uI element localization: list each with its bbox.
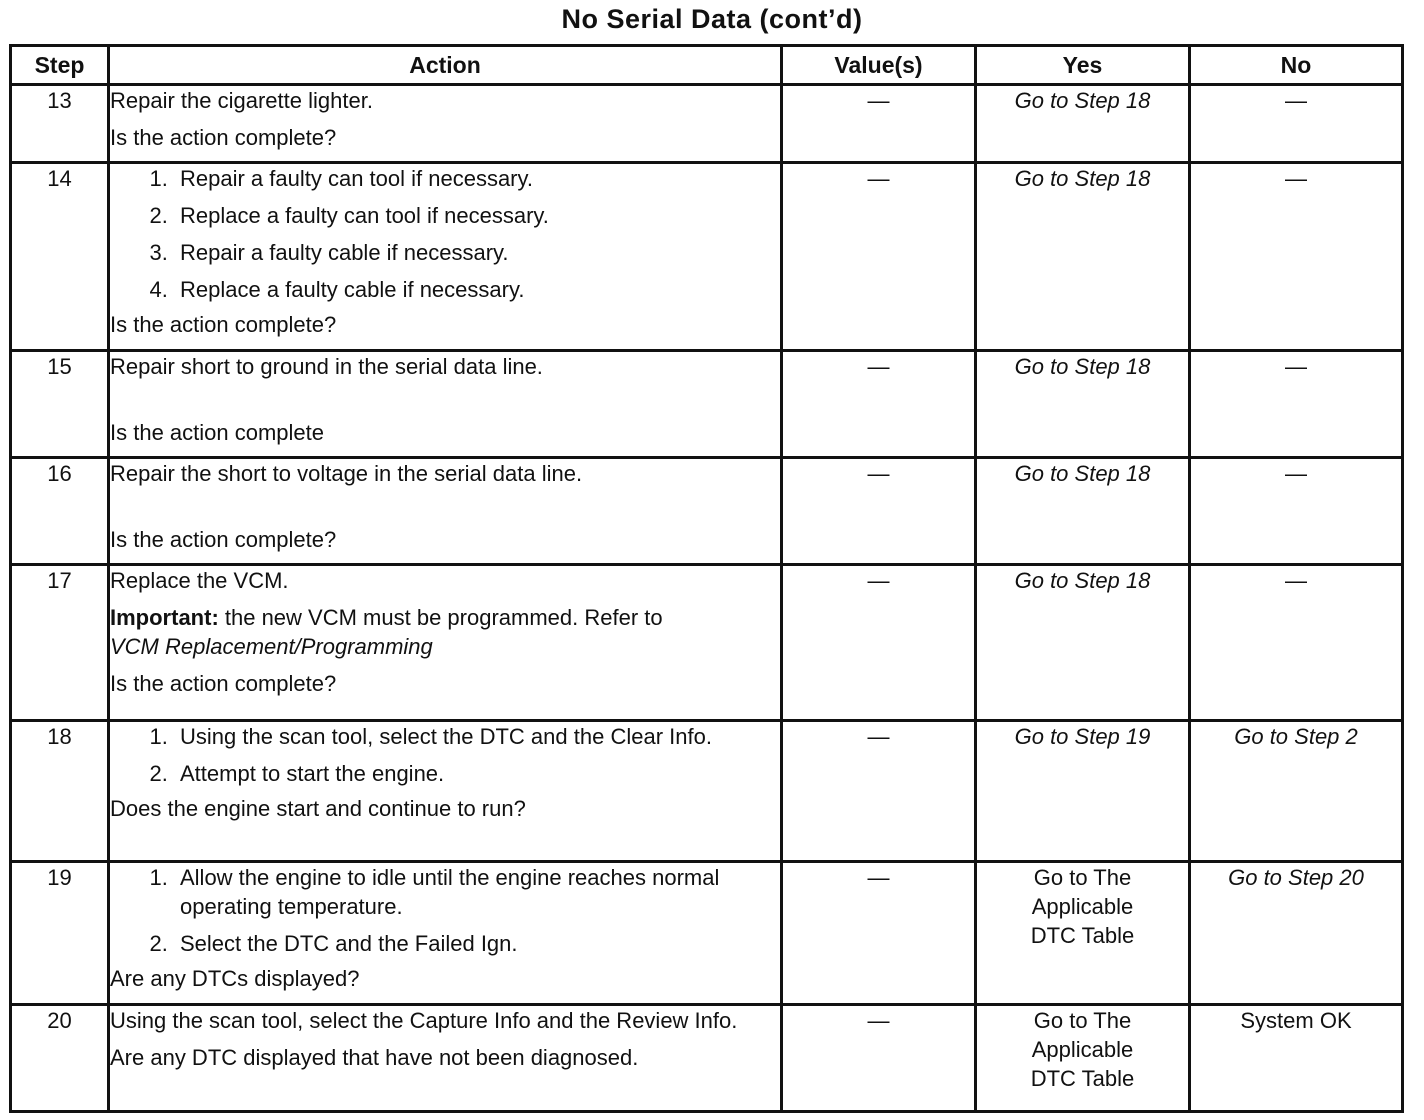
action-cell	[109, 85, 782, 163]
yes-goto: Go to Step 18	[1014, 88, 1151, 113]
yes-cell	[976, 85, 1190, 163]
action-question: Are any DTC displayed that have not been diagnosed.	[110, 1045, 639, 1070]
list-item: 2. Replace a faulty can tool if necessary.	[174, 201, 780, 230]
list-item: 1. Repair a faulty can tool if necessary.	[174, 164, 780, 193]
action-question: Is the action complete?	[110, 125, 337, 150]
yes-line: Go to The	[1033, 1008, 1132, 1033]
table-row	[11, 721, 1403, 862]
yes-line: DTC Table	[1030, 1066, 1135, 1091]
value-cell: —	[782, 85, 976, 163]
list-item: 4. Replace a faulty cable if necessary.	[174, 275, 780, 304]
action-text: Using the scan tool, select the Capture Info and the Review Info.	[110, 1008, 738, 1033]
yes-line: DTC Table	[1030, 923, 1135, 948]
no-cell	[1190, 862, 1403, 1005]
no-cell: —	[1190, 85, 1403, 163]
action-cell	[109, 163, 782, 351]
no-cell	[1190, 721, 1403, 862]
header-action: Action	[109, 46, 782, 85]
yes-goto: Go to Step 18	[1014, 166, 1151, 191]
table-row	[11, 85, 1403, 163]
action-question: Does the engine start and continue to run?	[110, 796, 526, 821]
yes-cell	[976, 163, 1190, 351]
spacer	[110, 496, 780, 525]
list-item: 3. Repair a faulty cable if necessary.	[174, 238, 780, 267]
action-cell	[109, 565, 782, 721]
no-cell: System OK	[1190, 1005, 1403, 1112]
action-steps-list	[110, 164, 780, 304]
yes-cell	[976, 458, 1190, 565]
action-text: Repair short to ground in the serial data line.	[110, 354, 543, 379]
action-cell	[109, 458, 782, 565]
header-yes: Yes	[976, 46, 1190, 85]
yes-line: Go to The	[1033, 865, 1132, 890]
step-number: 14	[11, 163, 109, 351]
action-cell	[109, 1005, 782, 1112]
yes-cell	[976, 351, 1190, 458]
step-number: 20	[11, 1005, 109, 1112]
yes-goto: Go to Step 18	[1014, 568, 1151, 593]
list-item: 2. Attempt to start the engine.	[174, 759, 780, 788]
table-row	[11, 458, 1403, 565]
table-row	[11, 351, 1403, 458]
table-row	[11, 1005, 1403, 1112]
table-row	[11, 862, 1403, 1005]
action-text: Repair the cigarette lighter.	[110, 88, 373, 113]
yes-line: Applicable	[1031, 1037, 1134, 1062]
important-note	[110, 603, 780, 661]
value-cell: —	[782, 721, 976, 862]
action-text: Replace the VCM.	[110, 568, 289, 593]
action-question: Is the action complete?	[110, 671, 337, 696]
action-cell	[109, 351, 782, 458]
value-cell: —	[782, 1005, 976, 1112]
step-number: 16	[11, 458, 109, 565]
step-number: 17	[11, 565, 109, 721]
value-cell: —	[782, 565, 976, 721]
action-steps-list	[110, 863, 780, 958]
table-row	[11, 565, 1403, 721]
no-cell: —	[1190, 351, 1403, 458]
action-cell	[109, 721, 782, 862]
step-number: 13	[11, 85, 109, 163]
yes-goto: Go to Step 18	[1014, 354, 1151, 379]
important-text: the new VCM must be programmed. Refer to	[218, 605, 663, 630]
no-goto: Go to Step 2	[1234, 724, 1358, 749]
step-number: 19	[11, 862, 109, 1005]
yes-goto: Go to Step 19	[1014, 724, 1151, 749]
action-text: Repair the short to voltage in the serial data line.	[110, 461, 583, 486]
action-question: Are any DTCs displayed?	[110, 966, 360, 991]
no-cell: —	[1190, 565, 1403, 721]
yes-cell	[976, 721, 1190, 862]
step-number: 15	[11, 351, 109, 458]
action-question: Is the action complete?	[110, 312, 337, 337]
yes-cell	[976, 862, 1190, 1005]
action-steps-list	[110, 722, 780, 788]
yes-cell	[976, 565, 1190, 721]
step-number: 18	[11, 721, 109, 862]
reference-link[interactable]: VCM Replacement/Programming	[110, 634, 433, 659]
yes-goto: Go to Step 18	[1014, 461, 1151, 486]
yes-cell	[976, 1005, 1190, 1112]
header-values: Value(s)	[782, 46, 976, 85]
header-no: No	[1190, 46, 1403, 85]
action-question: Is the action complete?	[110, 527, 337, 552]
list-item: 2. Select the DTC and the Failed Ign.	[174, 929, 780, 958]
value-cell: —	[782, 351, 976, 458]
value-cell: —	[782, 163, 976, 351]
no-cell: —	[1190, 458, 1403, 565]
action-cell	[109, 862, 782, 1005]
spacer	[110, 389, 780, 418]
table-row	[11, 163, 1403, 351]
value-cell: —	[782, 862, 976, 1005]
diagnostic-table	[9, 44, 1404, 1113]
list-item: 1. Allow the engine to idle until the engine reaches normal operating temperature.	[174, 863, 780, 921]
no-goto: Go to Step 20	[1228, 865, 1364, 890]
value-cell: —	[782, 458, 976, 565]
page-title: No Serial Data (cont’d)	[561, 4, 863, 34]
header-step: Step	[11, 46, 109, 85]
important-label: Important:	[110, 605, 219, 630]
no-cell: —	[1190, 163, 1403, 351]
list-item: 1. Using the scan tool, select the DTC and the Clear Info.	[174, 722, 780, 751]
header-row	[11, 46, 1403, 85]
action-question: Is the action complete	[110, 420, 325, 445]
yes-line: Applicable	[1031, 894, 1134, 919]
